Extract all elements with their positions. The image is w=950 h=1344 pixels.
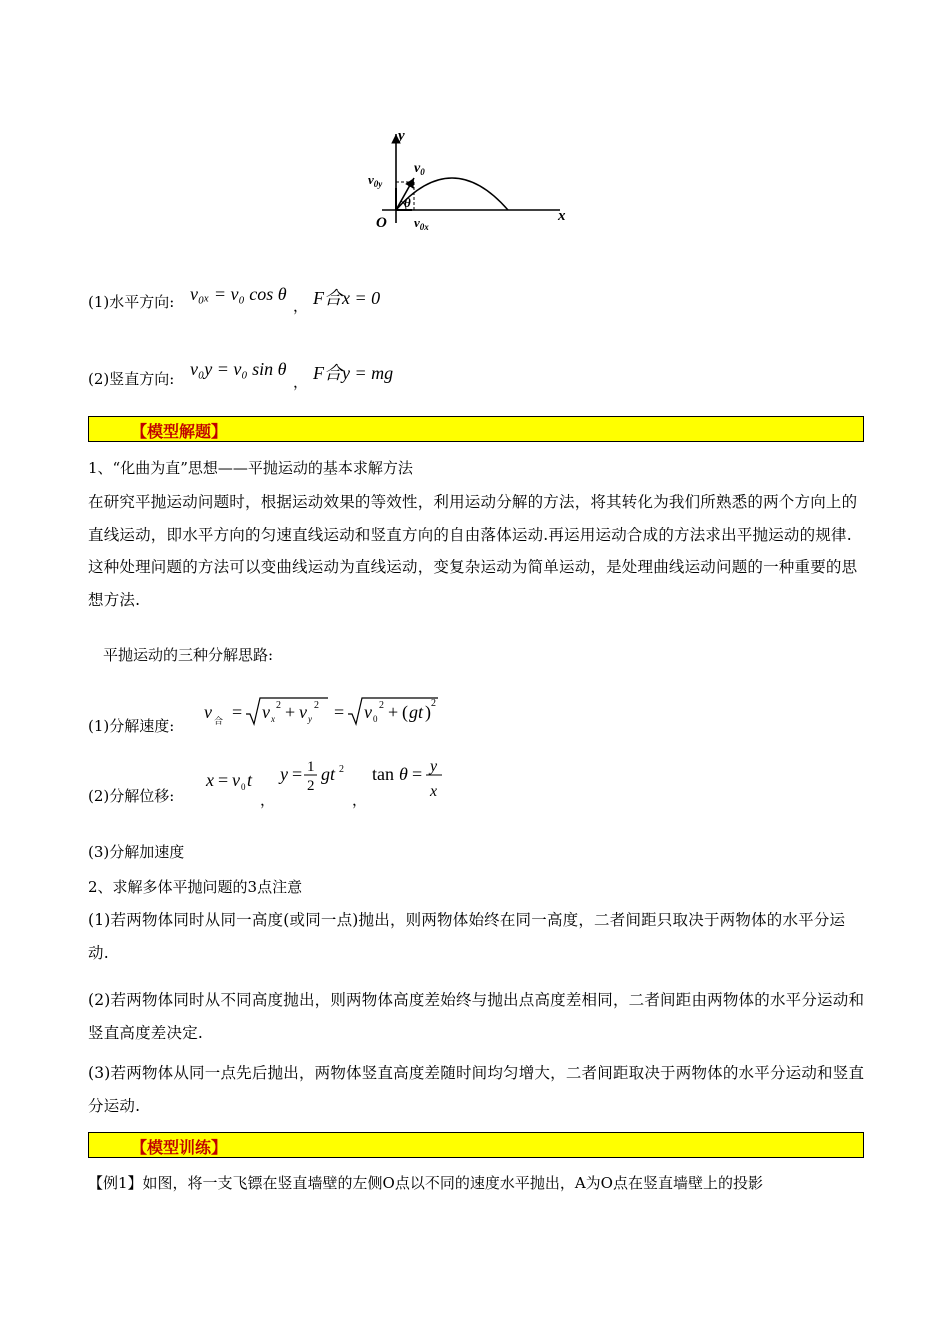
v0-label: $v_0$ bbox=[414, 161, 425, 177]
origin-label: O bbox=[376, 215, 387, 231]
section-banner-model-solution bbox=[88, 416, 864, 442]
x-axis-label: x bbox=[558, 208, 566, 224]
svg-text:t: t bbox=[247, 770, 253, 790]
displacement-sep-1: ， bbox=[260, 791, 276, 809]
svg-text:=: = bbox=[412, 764, 423, 784]
vertical-eq-1: v₀y = v₀ sin θ bbox=[190, 359, 287, 379]
svg-text:tan: tan bbox=[372, 764, 394, 784]
vertical-eq-2: F合y = mg bbox=[313, 363, 394, 383]
svg-text:=: = bbox=[232, 702, 243, 722]
velocity-formula bbox=[200, 694, 450, 730]
svg-text:): ) bbox=[425, 702, 431, 722]
section2-point-2: (2)若两物体同时从不同高度抛出，则两物体高度差始终与抛出点高度差相同，二者间距由两物体的水平分运动和竖直高度差决定. bbox=[88, 991, 865, 1042]
banner-title: 【模型训练】 bbox=[131, 1138, 228, 1157]
section2-heading: 2、求解多体平抛问题的3点注意 bbox=[88, 878, 303, 896]
svg-text:+: + bbox=[285, 702, 296, 722]
svg-text:0: 0 bbox=[373, 714, 378, 724]
svg-text:2: 2 bbox=[314, 700, 319, 711]
decompose-velocity-label: (1)分解速度: bbox=[88, 717, 175, 735]
horizontal-eq-1: v₀ₓ = v₀ cos θ bbox=[190, 284, 287, 304]
svg-text:v: v bbox=[364, 702, 372, 722]
svg-text:=: = bbox=[292, 764, 303, 784]
horizontal-sep: ， bbox=[293, 297, 309, 315]
projectile-diagram bbox=[360, 128, 575, 233]
banner-title: 【模型解题】 bbox=[131, 422, 228, 441]
svg-text:v: v bbox=[262, 702, 270, 722]
svg-text:v: v bbox=[204, 702, 212, 722]
svg-text:1: 1 bbox=[307, 759, 315, 775]
section2-point-3: (3)若两物体从同一点先后抛出，两物体竖直高度差随时间均匀增大，二者间距取决于两物体的水平分运动和竖直分运动. bbox=[88, 1064, 865, 1115]
svg-text:v: v bbox=[299, 702, 307, 722]
svg-text:2: 2 bbox=[276, 700, 281, 711]
svg-text:=: = bbox=[218, 770, 229, 790]
horizontal-label: (1)水平方向: bbox=[88, 293, 175, 311]
svg-text:y: y bbox=[430, 758, 438, 775]
svg-text:x: x bbox=[206, 770, 214, 790]
svg-text:=: = bbox=[334, 702, 345, 722]
decompose-displacement-label: (2)分解位移: bbox=[88, 787, 175, 805]
svg-text:2: 2 bbox=[379, 700, 384, 711]
svg-text:gt: gt bbox=[409, 702, 424, 722]
section-banner-model-training bbox=[88, 1132, 864, 1158]
svg-text:2: 2 bbox=[431, 698, 436, 709]
section2-point-1: (1)若两物体同时从同一高度(或同一点)抛出，则两物体始终在同一高度，二者间距只取决于两物体的水平分运动. bbox=[88, 911, 846, 962]
vertical-label: (2)竖直方向: bbox=[88, 370, 175, 388]
displacement-formulas bbox=[200, 756, 460, 806]
y-axis-label: y bbox=[398, 128, 405, 144]
svg-text:y: y bbox=[308, 714, 312, 724]
svg-text:(: ( bbox=[402, 702, 408, 722]
svg-text:2: 2 bbox=[307, 778, 315, 794]
svg-text:x: x bbox=[271, 714, 275, 724]
svg-text:+: + bbox=[388, 702, 399, 722]
svg-text:y: y bbox=[280, 764, 288, 784]
three-ways-intro: 平抛运动的三种分解思路: bbox=[103, 646, 274, 664]
horizontal-eq-2: F合x = 0 bbox=[313, 288, 381, 308]
displacement-sep-2: ， bbox=[352, 791, 368, 809]
section1-heading: 1、“化曲为直”思想——平抛运动的基本求解方法 bbox=[88, 459, 413, 477]
theta-label: θ bbox=[404, 195, 411, 210]
trajectory-curve bbox=[396, 178, 508, 210]
svg-text:θ: θ bbox=[399, 764, 408, 784]
vertical-sep: ， bbox=[293, 373, 309, 391]
example-1: 【例1】如图，将一支飞镖在竖直墙壁的左侧O点以不同的速度水平抛出，A为O点在竖直墙壁上的投影 bbox=[88, 1174, 763, 1192]
svg-text:2: 2 bbox=[339, 764, 344, 775]
svg-text:合: 合 bbox=[214, 716, 224, 726]
svg-text:x: x bbox=[430, 783, 438, 800]
svg-text:v: v bbox=[232, 770, 240, 790]
svg-text:gt: gt bbox=[321, 764, 336, 784]
v0y-label: $v_{0y}$ bbox=[368, 172, 383, 189]
section1-paragraph: 在研究平抛运动问题时，根据运动效果的等效性，利用运动分解的方法，将其转化为我们所熟悉的两个方向上的直线运动，即水平方向的匀速直线运动和竖直方向的自由落体运动.再运用运动合成的方法求出平抛运动的规律.这种处理问题的方法可以变曲线运动为直线运动，变复杂运动为简单运动，是处理曲线运动问题的一种重要的思想方法. bbox=[88, 493, 858, 609]
decompose-acceleration-label: (3)分解加速度 bbox=[88, 843, 185, 861]
svg-text:0: 0 bbox=[241, 782, 246, 792]
v0x-label: $v_{0x}$ bbox=[414, 215, 429, 232]
